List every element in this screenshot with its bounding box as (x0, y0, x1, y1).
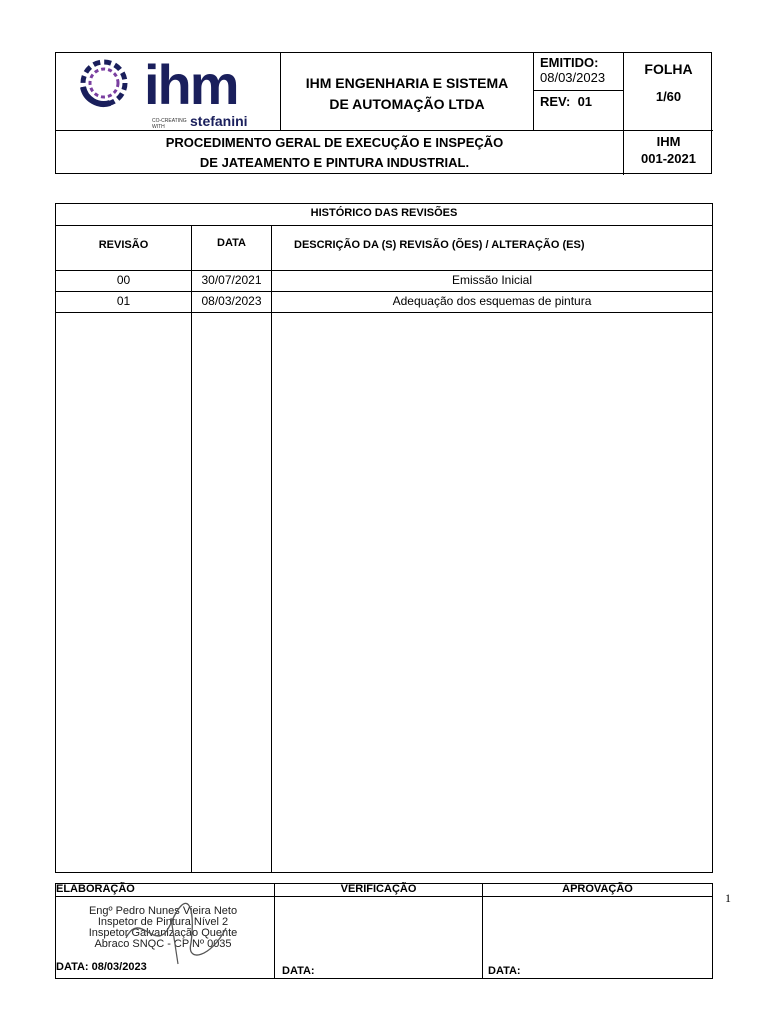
document-code-line1: IHM (656, 134, 681, 149)
table-row-revision: 00 (116, 273, 131, 287)
history-title: HISTÓRICO DAS REVISÕES (310, 207, 458, 219)
table-row-date: 30/07/2021 (201, 273, 262, 287)
folha-value: 1/60 (655, 89, 682, 104)
divider (56, 312, 712, 313)
page-number: 1 (725, 891, 731, 905)
column-header-descricao: DESCRIÇÃO DA (S) REVISÃO (ÕES) / ALTERAÇÃO (ES) (294, 239, 585, 251)
company-name-line2: DE AUTOMAÇÃO LTDA (329, 96, 485, 112)
handwritten-signature-icon (116, 898, 236, 970)
document-title-line1: PROCEDIMENTO GERAL DE EXECUÇÃO E INSPEÇÃO (165, 135, 504, 150)
company-name (281, 73, 533, 115)
column-header-data: DATA (217, 237, 246, 249)
logo-text: ihm (144, 53, 238, 116)
document-code-line2: 001-2021 (641, 151, 696, 166)
table-row-date: 08/03/2023 (201, 294, 262, 308)
verificacao-label: VERIFICAÇÃO (340, 883, 417, 895)
stamp-line: Inspetor de Pintura Nível 2 (97, 916, 229, 928)
table-row-description: Emissão Inicial (451, 273, 533, 287)
aprovacao-date: DATA: (488, 965, 521, 977)
divider (56, 130, 713, 131)
document-title-line2: DE JATEAMENTO E PINTURA INDUSTRIAL. (199, 155, 470, 170)
stamp-line: Engº Pedro Nunes Vieira Neto (88, 905, 238, 917)
table-row-revision: 01 (116, 294, 131, 308)
divider (56, 225, 712, 226)
stamp-line: Inspetor Galvanização Quente (88, 927, 238, 939)
table-row-description: Adequação dos esquemas de pintura (392, 294, 592, 308)
divider (56, 291, 712, 292)
verificacao-date: DATA: (282, 965, 315, 977)
elaboracao-date: DATA: 08/03/2023 (56, 961, 147, 973)
document-header (55, 52, 712, 174)
stamp-line: Abraco SNQC - CP Nº 0035 (94, 938, 232, 950)
logo-tag-brand: stefanini (190, 113, 248, 129)
divider (274, 884, 275, 978)
signoff-table (55, 883, 713, 979)
aprovacao-label: APROVAÇÃO (562, 883, 633, 895)
emitido-block (540, 55, 605, 85)
divider (271, 225, 272, 873)
company-name-line1: IHM ENGENHARIA E SISTEMA (305, 75, 509, 91)
folha-label: FOLHA (644, 61, 693, 77)
logo-tag-small: CO-CREATING WITH (152, 118, 187, 130)
document-title (56, 133, 623, 173)
emitido-label: EMITIDO: (540, 55, 599, 70)
divider (56, 270, 712, 271)
divider (533, 53, 534, 130)
column-header-revisao: REVISÃO (98, 239, 149, 251)
elaboracao-label: ELABORAÇÃO (56, 883, 135, 895)
emitido-date: 08/03/2023 (540, 70, 606, 85)
company-logo (78, 55, 258, 129)
divider (56, 896, 712, 897)
document-code (624, 133, 713, 167)
divider (482, 884, 483, 978)
divider (191, 225, 192, 873)
revision-history-table (55, 203, 713, 873)
revision-label: REV: 01 (540, 94, 593, 109)
divider (533, 90, 623, 91)
